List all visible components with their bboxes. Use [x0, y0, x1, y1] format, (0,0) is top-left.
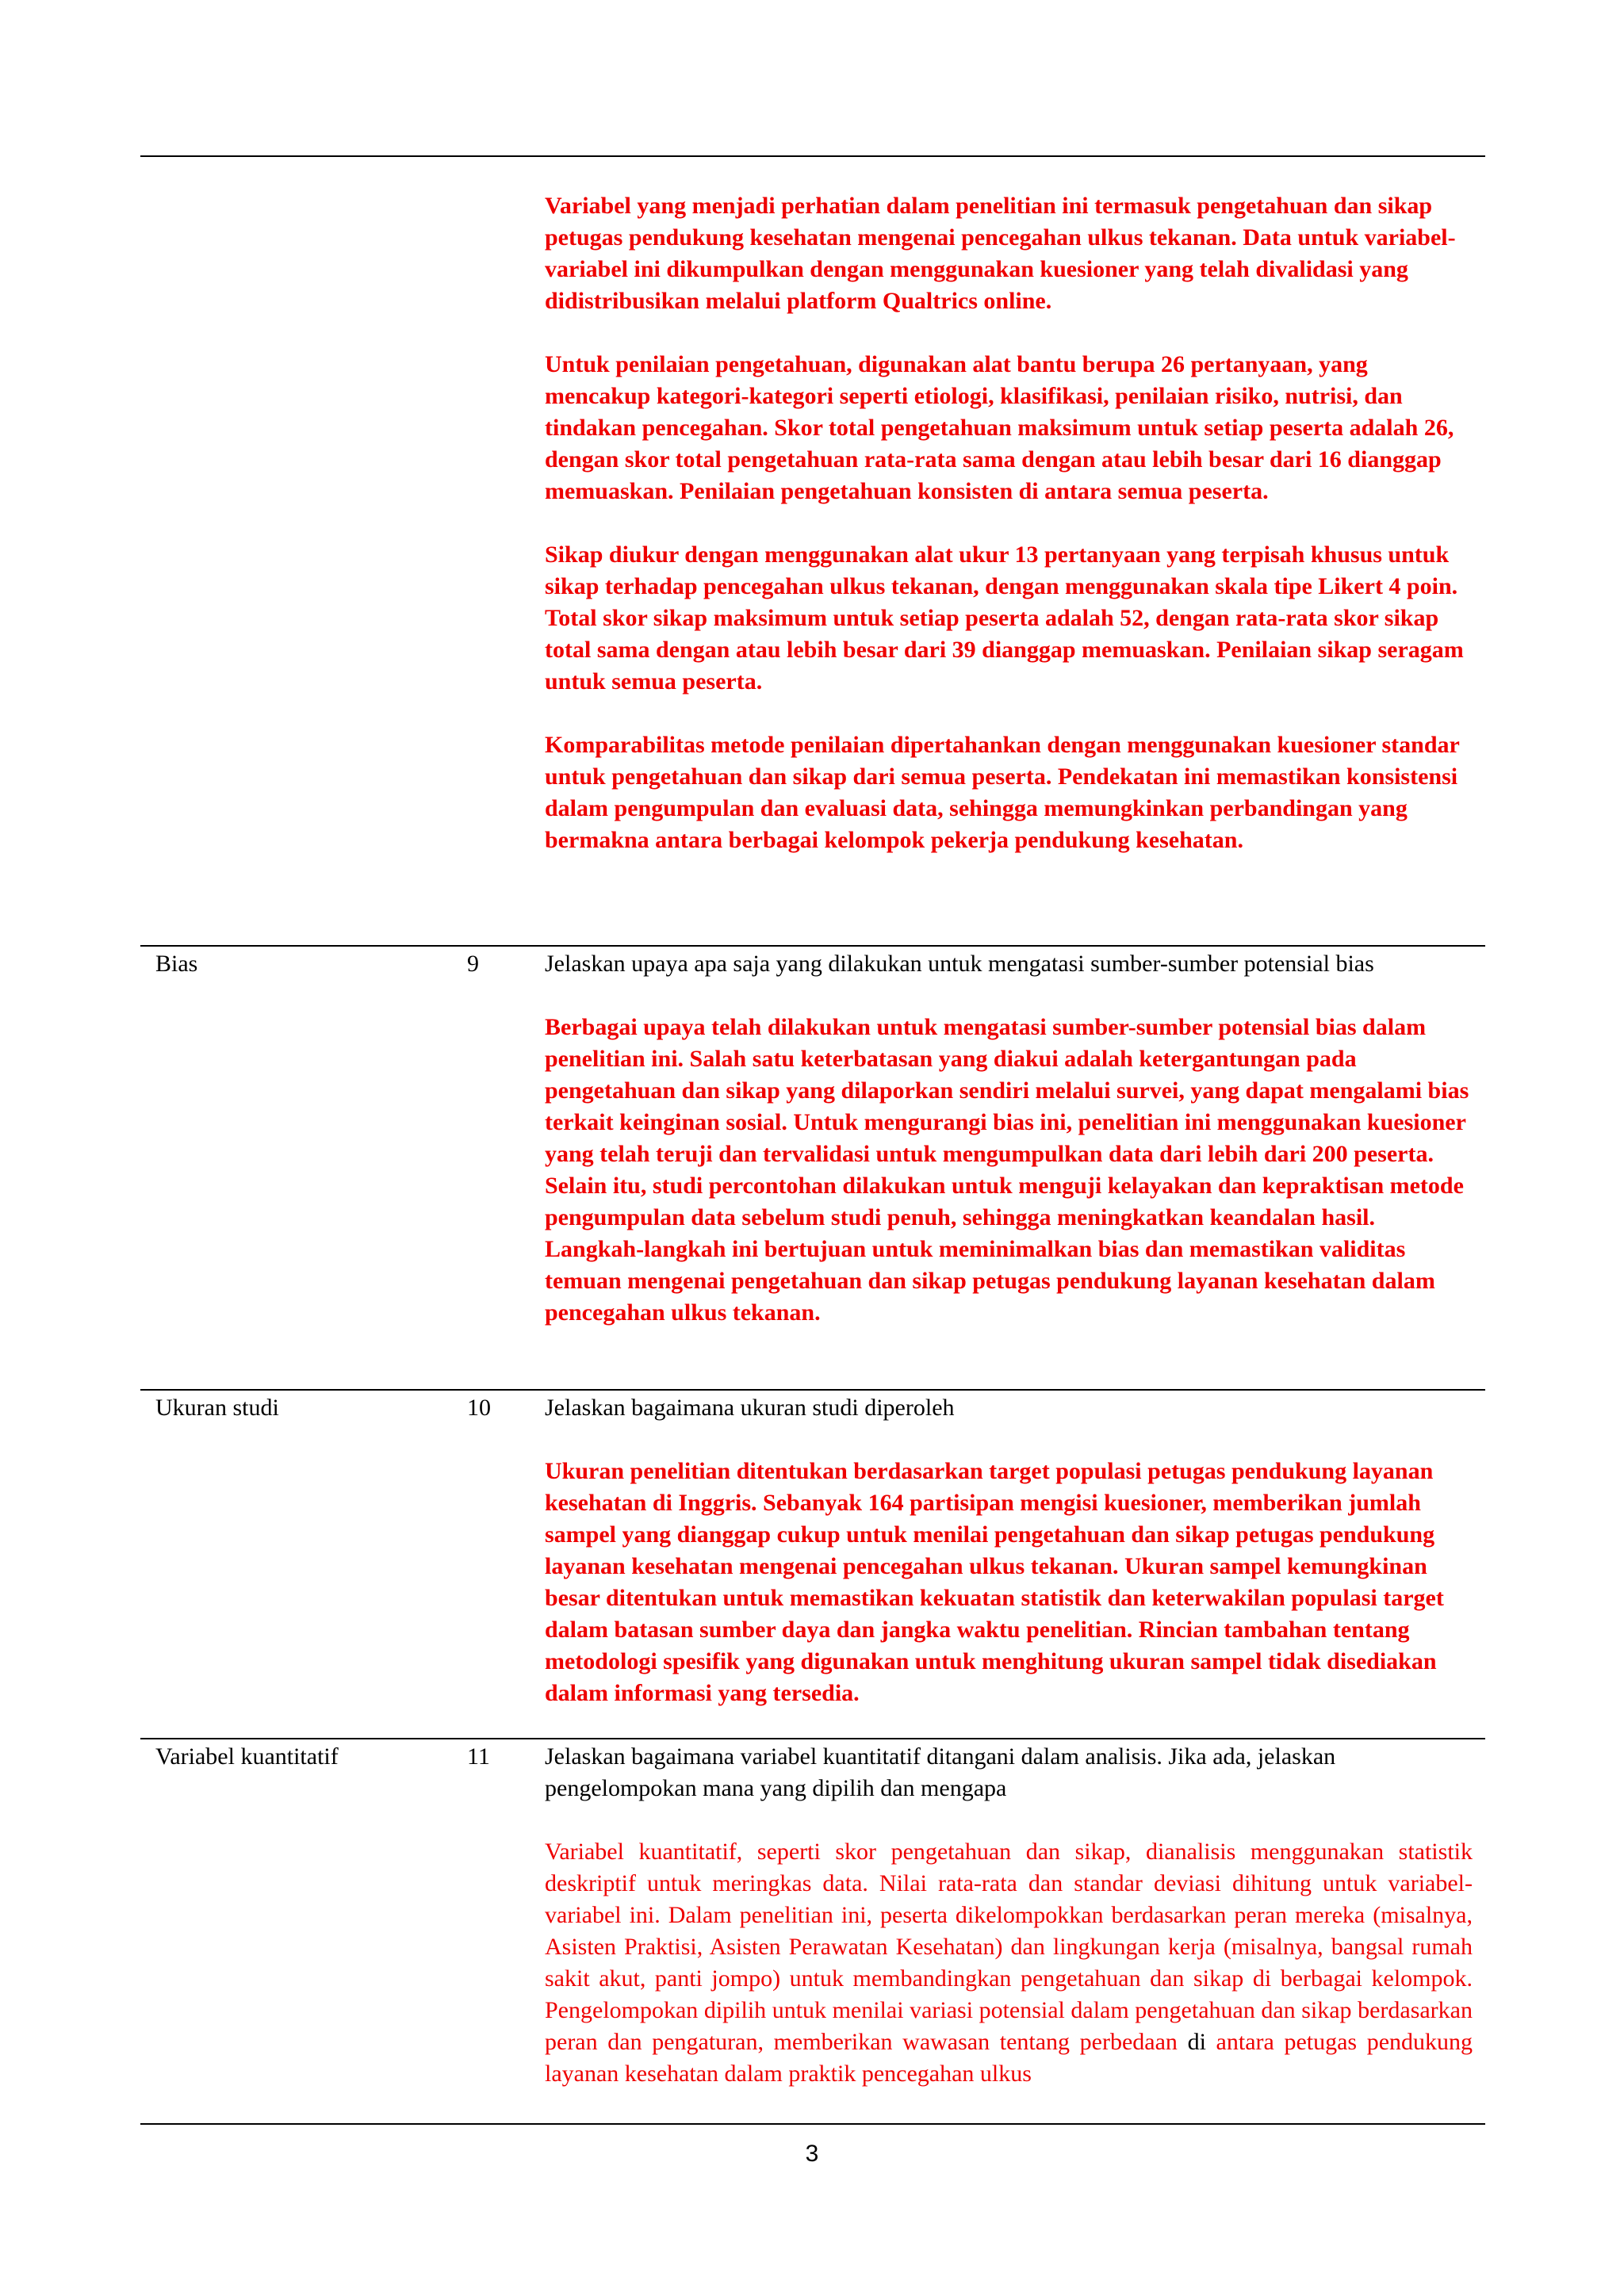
answer-paragraph: Untuk penilaian pengetahuan, digunakan alat bantu berupa 26 pertanyaan, yang mencakup kategori-kategori seperti etiologi, klasifikasi, penilaian risiko, nutrisi, dan tindakan pencegahan. Skor total pengetahuan maksimum untuk setiap peserta adalah 26, dengan skor total pengetahuan rata-rata sama dengan atau lebih besar dari 16 dianggap memuaskan. Penilaian pengetahuan konsisten di antara semua peserta.	[545, 351, 1454, 504]
item-answer-tail: di	[1187, 2029, 1206, 2055]
answer-paragraph: Komparabilitas metode penilaian dipertahankan dengan menggunakan kuesioner standar untuk pengetahuan dan sikap dari semua peserta. Pendekatan ini memastikan konsistensi dalam pengumpulan dan evaluasi data, sehingga memungkinkan perbandingan yang bermakna antara berbagai kelompok pekerja pendukung kesehatan.	[545, 732, 1460, 853]
item-answer-text: Variabel kuantitatif, seperti skor pengetahuan dan sikap, dianalisis menggunakan statistik deskriptif untuk meringkas data. Nilai rata-rata dan standar deviasi dihitung untuk variabel-variabel ini. Dalam penelitian ini, peserta dikelompokkan berdasarkan peran mereka (misalnya, Asisten Praktisi, Asisten Perawatan Kesehatan) dan lingkungan kerja (misalnya, bangsal rumah sakit akut, panti jompo) untuk membandingkan pengetahuan dan sikap di berbagai kelompok. Pengelompokan dipilih untuk menilai variasi potensial dalam pengetahuan dan sikap berdasarkan peran dan pengaturan, memberikan wawasan tentang perbedaan	[545, 1839, 1473, 2055]
item-answer: Ukuran penelitian ditentukan berdasarkan target populasi petugas pendukung layanan kesehatan di Inggris. Sebanyak 164 partisipan mengisi kuesioner, memberikan jumlah sampel yang dianggap cukup untuk menilai pengetahuan dan sikap petugas pendukung layanan kesehatan mengenai pencegahan ulkus tekanan. Ukuran sampel kemungkinan besar ditentukan untuk memastikan kekuatan statistik dan keterwakilan populasi target dalam batasan sumber daya dan jangka waktu penelitian. Rincian tambahan tentang metodologi spesifik yang digunakan untuk menghitung ukuran sampel tidak disediakan dalam informasi yang tersedia.	[545, 1458, 1444, 1706]
page-number: 3	[805, 2141, 819, 2167]
item-label: Variabel kuantitatif	[155, 1743, 339, 1770]
item-question: Jelaskan upaya apa saja yang dilakukan untuk mengatasi sumber-sumber potensial bias	[545, 951, 1374, 977]
item-content	[545, 948, 1473, 1329]
item-number: 10	[467, 1395, 491, 1421]
item-content	[545, 1741, 1473, 2090]
item-answer-continued: antara petugas pendukung layanan kesehatan dalam praktik pencegahan ulkus	[545, 2029, 1473, 2087]
item-question: Jelaskan bagaimana variabel kuantitatif ditangani dalam analisis. Jika ada, jelaskan pengelompokan mana yang dipilih dan mengapa	[545, 1743, 1336, 1801]
row-divider	[140, 1389, 1485, 1391]
answer-paragraph: Variabel yang menjadi perhatian dalam penelitian ini termasuk pengetahuan dan sikap petugas pendukung kesehatan mengenai pencegahan ulkus tekanan. Data untuk variabel-variabel ini dikumpulkan dengan menggunakan kuesioner yang telah divalidasi yang didistribusikan melalui platform Qualtrics online.	[545, 193, 1456, 314]
table-bottom-rule	[140, 2123, 1485, 2125]
item-label: Bias	[155, 951, 198, 977]
row-divider	[140, 945, 1485, 947]
item-number: 11	[467, 1743, 490, 1770]
item-answer	[545, 1836, 1473, 2090]
table-top-rule	[140, 155, 1485, 157]
item-label: Ukuran studi	[155, 1395, 279, 1421]
answer-cell	[545, 190, 1473, 856]
row-divider	[140, 1738, 1485, 1739]
item-question: Jelaskan bagaimana ukuran studi diperoleh	[545, 1395, 955, 1421]
item-number: 9	[467, 951, 479, 977]
answer-paragraph: Sikap diukur dengan menggunakan alat ukur 13 pertanyaan yang terpisah khusus untuk sikap terhadap pencegahan ulkus tekanan, dengan menggunakan skala tipe Likert 4 poin. Total skor sikap maksimum untuk setiap peserta adalah 52, dengan rata-rata skor sikap total sama dengan atau lebih besar dari 39 dianggap memuaskan. Penilaian sikap seragam untuk semua peserta.	[545, 541, 1464, 695]
item-answer: Berbagai upaya telah dilakukan untuk mengatasi sumber-sumber potensial bias dalam penelitian ini. Salah satu keterbatasan yang diakui adalah ketergantungan pada pengetahuan dan sikap yang dilaporkan sendiri melalui survei, yang dapat mengalami bias terkait keinginan sosial. Untuk mengurangi bias ini, penelitian ini menggunakan kuesioner yang telah teruji dan tervalidasi untuk mengumpulkan data dari lebih dari 200 peserta. Selain itu, studi percontohan dilakukan untuk menguji kelayakan dan kepraktisan metode pengumpulan data sebelum studi penuh, sehingga meningkatkan keandalan hasil. Langkah-langkah ini bertujuan untuk meminimalkan bias dan memastikan validitas temuan mengenai pengetahuan dan sikap petugas pendukung layanan kesehatan dalam pencegahan ulkus tekanan.	[545, 1014, 1469, 1326]
item-content	[545, 1392, 1473, 1709]
